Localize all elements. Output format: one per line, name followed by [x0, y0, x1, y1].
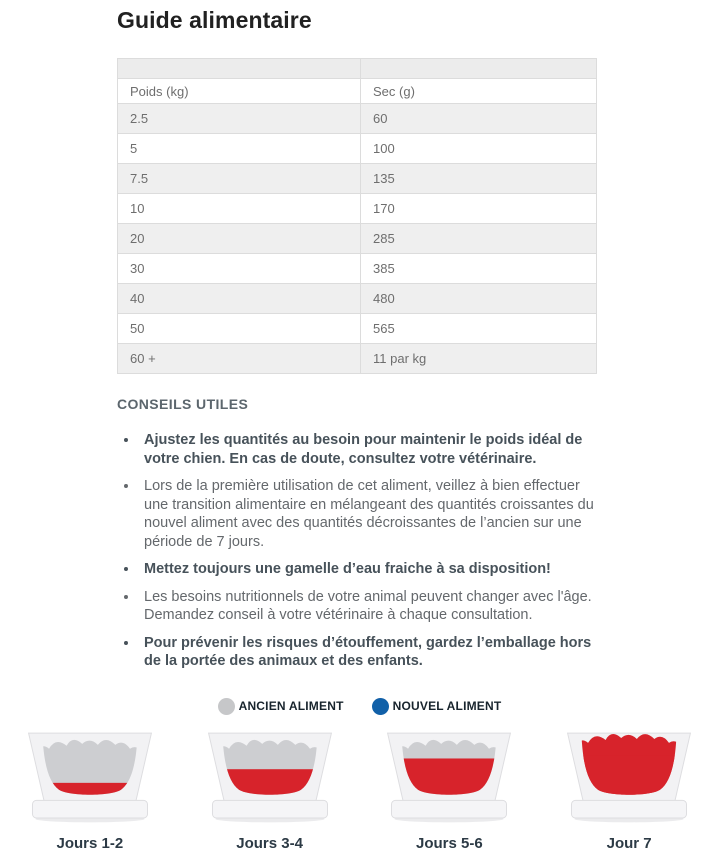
legend-item-new [372, 698, 502, 715]
weight-cell: 20 [118, 224, 361, 254]
bowl-label: Jour 7 [606, 834, 652, 852]
dry-cell: 480 [361, 284, 597, 314]
weight-cell: 30 [118, 254, 361, 284]
table-row [118, 164, 597, 194]
tip-item: • Pour prévenir les risques d’étouffement, gardez l’emballage hors de la portée des animaux et des enfants. [139, 634, 595, 671]
dry-cell: 385 [361, 254, 597, 284]
table-row [118, 134, 597, 164]
table-row [118, 314, 597, 344]
dry-cell: 135 [361, 164, 597, 194]
tips-list [117, 431, 595, 671]
table-row [118, 224, 597, 254]
table-row [118, 344, 597, 374]
bowl-illustration-icon [12, 728, 168, 826]
dry-cell: 170 [361, 194, 597, 224]
bowl-jours-3-4 [180, 728, 360, 852]
bowl-illustration-icon [192, 728, 348, 826]
dry-column-header: Sec (g) [361, 79, 597, 104]
new-food-dot-icon [372, 698, 389, 715]
weight-cell: 2.5 [118, 104, 361, 134]
dry-cell: 60 [361, 104, 597, 134]
page-title: Guide alimentaire [117, 7, 312, 33]
bowl-label: Jours 3-4 [236, 834, 303, 852]
tip-item: • Ajustez les quantités au besoin pour maintenir le poids idéal de votre chien. En cas de doute, consultez votre vétérinaire. [139, 431, 595, 468]
tip-item: • Lors de la première utilisation de cet aliment, veillez à bien effectuer une transition alimentaire en mélangeant des quantités croissantes du nouvel aliment avec des quantités décroissantes de l’ancien sur une période de 7 jours. [139, 477, 595, 551]
bowl-label: Jours 5-6 [416, 834, 483, 852]
weight-cell: 60 + [118, 344, 361, 374]
bowl-label: Jours 1-2 [56, 834, 124, 852]
table-row [118, 284, 597, 314]
table-row [118, 104, 597, 134]
weight-cell: 7.5 [118, 164, 361, 194]
legend-item-old [218, 698, 344, 715]
bowl-illustration-icon [551, 728, 707, 826]
transition-legend [0, 698, 719, 715]
bowl-jours-1-2 [0, 728, 180, 852]
table-row [118, 254, 597, 284]
bowl-jours-5-6 [360, 728, 540, 852]
bowl-jour-7 [539, 728, 719, 852]
tips-heading: CONSEILS UTILES [117, 396, 249, 412]
table-row [118, 194, 597, 224]
dry-cell: 285 [361, 224, 597, 254]
legend-old-label: ANCIEN ALIMENT [238, 699, 344, 713]
tip-item: • Mettez toujours une gamelle d’eau fraiche à sa disposition! [139, 560, 595, 579]
weight-cell: 10 [118, 194, 361, 224]
old-food-dot-icon [218, 698, 235, 715]
transition-bowls [0, 728, 719, 852]
weight-cell: 40 [118, 284, 361, 314]
feeding-table [117, 58, 597, 374]
tip-item: • Les besoins nutritionnels de votre animal peuvent changer avec l'âge. Demandez conseil à votre vétérinaire à chaque consultation. [139, 588, 595, 625]
weight-cell: 5 [118, 134, 361, 164]
feeding-guide-page [0, 5, 719, 852]
table-top-strip [118, 59, 597, 79]
dry-cell: 565 [361, 314, 597, 344]
table-header-row [118, 79, 597, 104]
legend-new-label: NOUVEL ALIMENT [392, 699, 502, 713]
dry-cell: 11 par kg [361, 344, 597, 374]
dry-cell: 100 [361, 134, 597, 164]
weight-cell: 50 [118, 314, 361, 344]
weight-column-header: Poids (kg) [118, 79, 361, 104]
bowl-illustration-icon [371, 728, 527, 826]
